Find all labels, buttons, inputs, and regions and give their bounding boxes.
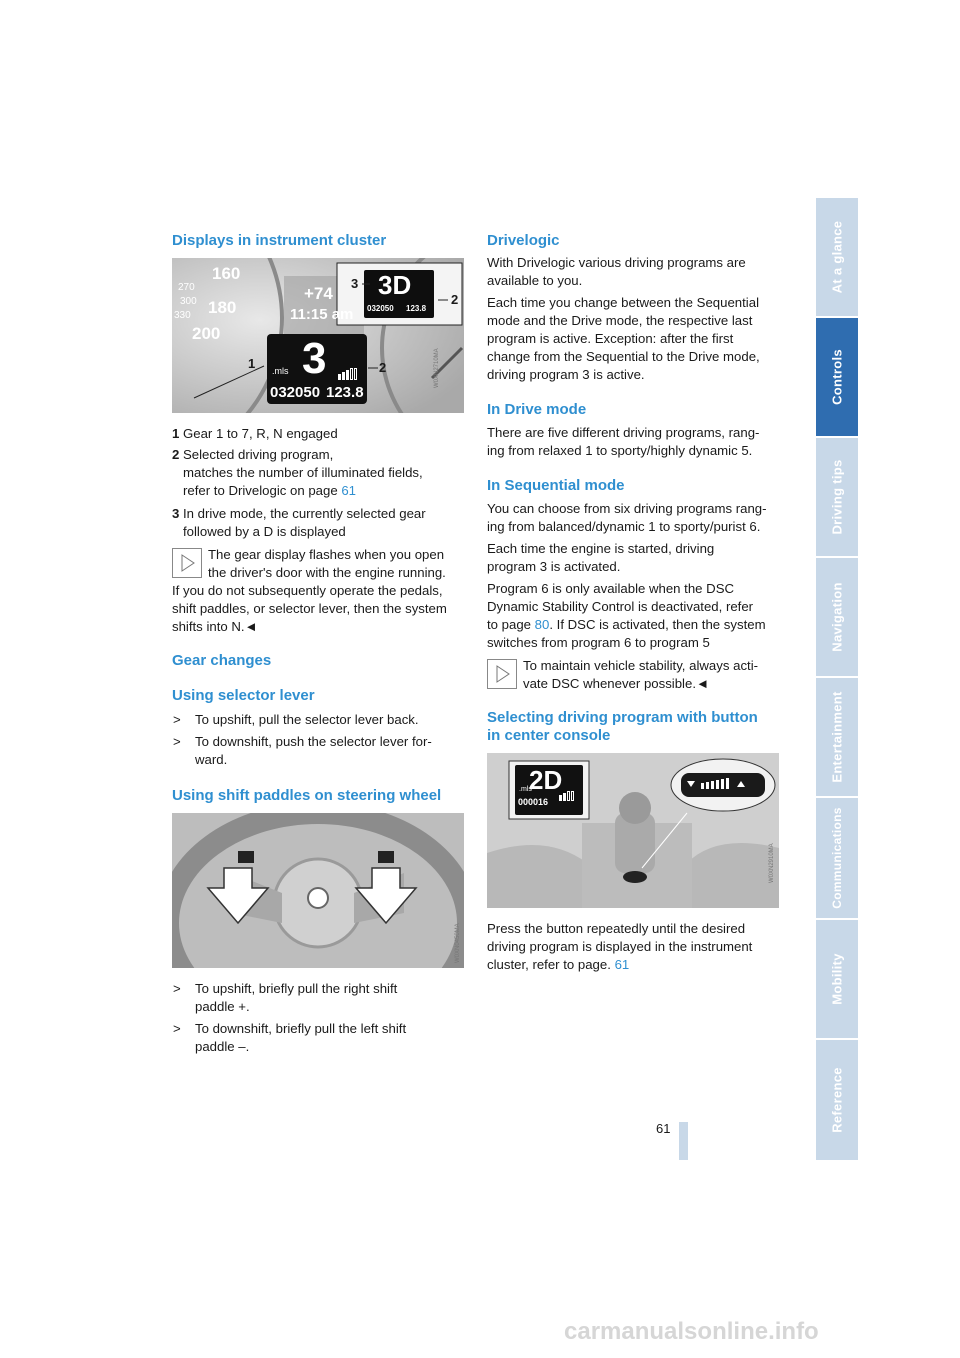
item-number: 2 [172, 447, 180, 462]
bullet-text: To downshift, push the selector lever for- [195, 734, 432, 749]
item-number: 3 [172, 506, 180, 521]
heading-drivelogic: Drivelogic [487, 232, 560, 249]
speed-label: 330 [174, 310, 191, 321]
speed-label: 200 [192, 324, 221, 343]
paragraph: You can choose from six driving programs rang- [487, 501, 767, 516]
item-text: In drive mode, the currently selected gear [183, 506, 426, 521]
odometer: 032050 [270, 384, 321, 401]
paragraph: Each time the engine is started, driving [487, 541, 715, 556]
paragraph: ing from balanced/dynamic 1 to sporty/purist 6. [487, 519, 761, 534]
center-console-figure [487, 753, 779, 908]
small-odometer: 032050 [367, 304, 394, 313]
tab-label: At a glance [829, 220, 845, 294]
item-text: Gear 1 to 7, R, N engaged [183, 426, 338, 441]
speed-label: 270 [178, 282, 195, 293]
heading-selector-lever: Using selector lever [172, 687, 315, 704]
heading-selecting-program: Selecting driving program with button [487, 709, 758, 726]
page-link[interactable]: 61 [341, 483, 357, 498]
page-link[interactable]: 61 [614, 957, 630, 972]
note-text: If you do not subsequently operate the pedals, [172, 583, 443, 598]
item-number: 1 [172, 426, 180, 441]
tab-label: Reference [829, 1067, 845, 1133]
note-text: The gear display flashes when you open [208, 547, 445, 562]
paragraph: Each time you change between the Sequential [487, 295, 759, 310]
unit-label: .mls [519, 786, 532, 793]
clock: 11:15 am [290, 306, 354, 323]
speed-label: 180 [208, 298, 237, 317]
note-text: shifts into N.◄ [172, 619, 258, 634]
bullet-text: paddle –. [195, 1039, 250, 1054]
tab-communications[interactable] [816, 798, 858, 918]
figure-code: W0XN2710MA [434, 348, 440, 388]
tab-entertainment[interactable] [816, 678, 858, 796]
tab-label: Driving tips [829, 459, 845, 535]
paragraph: Press the button repeatedly until the desired [487, 921, 746, 936]
tab-at-a-glance[interactable] [816, 198, 858, 316]
note-text: shift paddles, or selector lever, then the system [172, 601, 447, 616]
tab-label: Mobility [829, 953, 845, 1005]
callout-1: 1 [248, 356, 256, 371]
note-text: the driver's door with the engine running. [208, 565, 446, 580]
item-text: matches the number of illuminated fields, [183, 465, 423, 480]
bullet-text: To upshift, briefly pull the right shift [195, 981, 398, 996]
heading-sequential-mode: In Sequential mode [487, 477, 625, 494]
tab-label: Navigation [829, 582, 845, 652]
callout-2: 2 [379, 360, 387, 375]
paragraph: driving program 3 is active. [487, 367, 645, 382]
page-number: 61 [656, 1121, 671, 1136]
program-fields [338, 362, 364, 374]
note-text: vate DSC whenever possible.◄ [523, 676, 710, 691]
tab-driving-tips[interactable] [816, 438, 858, 556]
bullet: > [173, 1021, 181, 1036]
small-trip: 123.8 [406, 304, 427, 313]
footer-bar [679, 1122, 688, 1160]
tab-reference[interactable] [816, 1040, 858, 1160]
heading-drive-mode: In Drive mode [487, 401, 587, 418]
paragraph: driving program is displayed in the instrument [487, 939, 753, 954]
outside-temp: +74 [304, 284, 333, 303]
figure-code: W0XN2910MA [769, 843, 775, 883]
heading-gear-changes: Gear changes [172, 652, 272, 669]
paragraph: program is active. Exception: after the first [487, 331, 734, 346]
heading-displays: Displays in instrument cluster [172, 232, 387, 249]
gear-display: 3 [302, 334, 327, 383]
watermark: carmanualsonline.info [564, 1318, 819, 1345]
tab-navigation[interactable] [816, 558, 858, 676]
heading-shift-paddles: Using shift paddles on steering wheel [172, 787, 442, 804]
paragraph: ing from relaxed 1 to sporty/highly dynamic 5. [487, 443, 753, 458]
paragraph: to page 80. If DSC is activated, then the system [487, 617, 766, 632]
paragraph: available to you. [487, 273, 583, 288]
paragraph: Program 6 is only available when the DSC [487, 581, 735, 596]
note-icon [172, 548, 202, 578]
tab-controls[interactable] [816, 318, 858, 436]
odometer: 000016 [518, 797, 549, 807]
speed-label: 160 [212, 264, 241, 283]
paragraph: switches from program 6 to program 5 [487, 635, 710, 650]
paragraph: Dynamic Stability Control is deactivated, refer [487, 599, 754, 614]
bullet-text: ward. [195, 752, 228, 767]
tab-label: Entertainment [829, 691, 845, 783]
paragraph: program 3 is activated. [487, 559, 621, 574]
paragraph: cluster, refer to page. 61 [487, 957, 630, 972]
chapter-tabs [816, 198, 858, 1160]
bullet-text: To upshift, pull the selector lever back. [195, 712, 419, 727]
note-text: To maintain vehicle stability, always acti- [523, 658, 759, 673]
note-icon [487, 659, 517, 689]
item-text: refer to Drivelogic on page 61 [183, 483, 357, 498]
bullet: > [173, 712, 181, 727]
steering-wheel-figure [172, 813, 464, 968]
bullet: > [173, 734, 181, 749]
paragraph: mode and the Drive mode, the respective last [487, 313, 753, 328]
item-text: followed by a D is displayed [183, 524, 346, 539]
speed-label: 300 [180, 296, 197, 307]
bullet-text: To downshift, briefly pull the left shift [195, 1021, 407, 1036]
instrument-cluster-figure [172, 258, 464, 413]
paragraph: change from the Sequential to the Drive mode, [487, 349, 760, 364]
callout-3: 3 [351, 276, 359, 291]
bullet: > [173, 981, 181, 996]
bullet-text: paddle +. [195, 999, 250, 1014]
tab-label: Communications [830, 807, 844, 909]
callout-2-small: 2 [451, 292, 459, 307]
tab-mobility[interactable] [816, 920, 858, 1038]
heading-selecting-program-2: in center console [487, 727, 611, 744]
program-fields [559, 783, 581, 793]
page-link[interactable]: 80 [534, 617, 550, 632]
gear-display: 2D [529, 765, 563, 795]
unit-label: .mls [272, 366, 289, 376]
steering-wheel-illustration [172, 813, 464, 968]
paragraph: With Drivelogic various driving programs are [487, 255, 746, 270]
item-text: Selected driving program, [183, 447, 334, 462]
small-gear-display: 3D [378, 270, 412, 300]
trip-meter: 123.8 [326, 384, 364, 401]
figure-code: W0XN0450MA [455, 923, 461, 963]
tab-label: Controls [829, 349, 845, 405]
paragraph: There are five different driving programs, rang- [487, 425, 760, 440]
